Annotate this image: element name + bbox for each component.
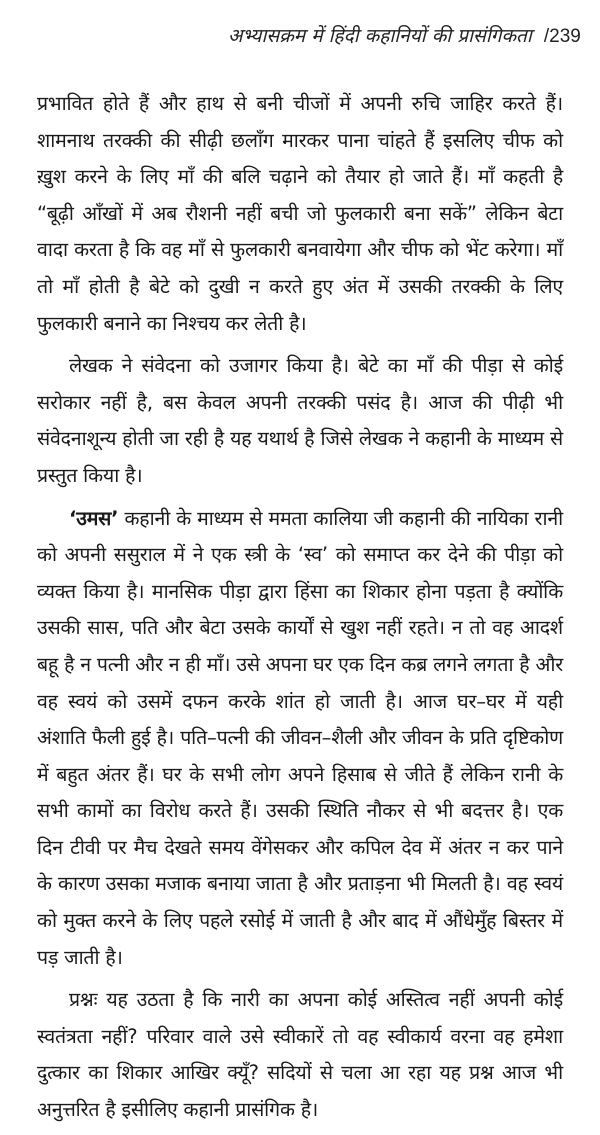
paragraph-4 [37,982,563,1128]
page-number-block [544,26,581,47]
paragraph-3 [37,501,563,977]
paragraph-2 [37,348,563,494]
page-body [37,86,563,1135]
story-title-umas: ‘उमस’ [69,506,119,530]
running-header [228,22,581,48]
running-title: अभ्यासक्रम में हिंदी कहानियों की प्रासंगिकता [228,25,532,47]
page-separator: / [543,26,550,47]
paragraph-text: कहानी के माध्यम से ममता कालिया जी कहानी की नायिका रानी को अपनी ससुराल में ने एक स्त्री के ‘स्व’ को समाप्त कर देने की पीड़ा को व्यक्त किया है। मानसिक पीड़ा द्वारा हिंसा का शिकार होना पड़ता है क्योंकि उसकी सास, पति और बेटा उसके कार्यों से खुश नहीं रहते। न तो वह आदर्श बहू है न पत्नी और न ही माँ। उसे अपना घर एक दिन कब्र लगने लगता है और वह स्वयं को उसमें दफन करके शांत हो जाती है। आज घर–घर में यही अंशाति फैली हुई है। पति–पत्नी की जीवन–शैली और जीवन के प्रति दृष्टिकोण में बहुत अंतर हैं। घर के सभी लोग अपने हिसाब से जीते हैं लेकिन रानी के सभी कामों का विरोध करते हैं। उसकी स्थिति नौकर से भी बदत्तर है। एक दिन टीवी पर मैच देखते समय वेंगेसकर और कपिल देव में अंतर न कर पाने के कारण उसका मजाक बनाया जाता है और प्रताड़ना भी मिलती है। वह स्वयं को मुक्त करने के लिए पहले रसोई में जाती है और बाद में औंधेमुँह बिस्तर में पड़ जाती है। [37,506,563,969]
page-number: 239 [549,26,581,47]
paragraph-text: प्रश्नः यह उठता है कि नारी का अपना कोई अस्तित्व नहीं अपनी कोई स्वतंत्रता नहीं? परिवार वाले उसे स्वीकारें तो वह स्वीकार्य वरना वह हमेशा दुत्कार का शिकार आखिर क्यूँ? सदियों से चला आ रहा यह प्रश्न आज भी अनुत्तरित है इसीलिए कहानी प्रासंगिक है। [37,988,563,1122]
paragraph-text: लेखक ने संवेदना को उजागर किया है। बेटे का माँ की पीड़ा से कोई सरोकार नहीं है, बस केवल अपनी तरक्की पसंद है। आज की पीढ़ी भी संवेदनाशून्य होती जा रही है यह यथार्थ है जिसे लेखक ने कहानी के माध्यम से प्रस्तुत किया है। [37,354,563,487]
paragraph-1 [37,86,563,342]
paragraph-text: प्रभावित होते हैं और हाथ से बनी चीजों में अपनी रुचि जाहिर करते हैं। शामनाथ तरक्की की सीढ़ी छलाँग मारकर पाना चांहते हैं इसलिए चीफ को ख़ुश करने के लिए माँ की बलि चढ़ाने को तैयार हो जाते हैं। माँ कहती है “बूढ़ी आँखों में अब रौशनी नहीं बची जो फुलकारी बना सकें” लेकिन बेटा वादा करता है कि वह माँ से फुलकारी बनवायेगा और चीफ को भेंट करेगा। माँ तो माँ होती है बेटे को दुखी न करते हुए अंत में उसकी तरक्की के लिए फुलकारी बनाने का निश्चय कर लेती है। [37,92,563,335]
